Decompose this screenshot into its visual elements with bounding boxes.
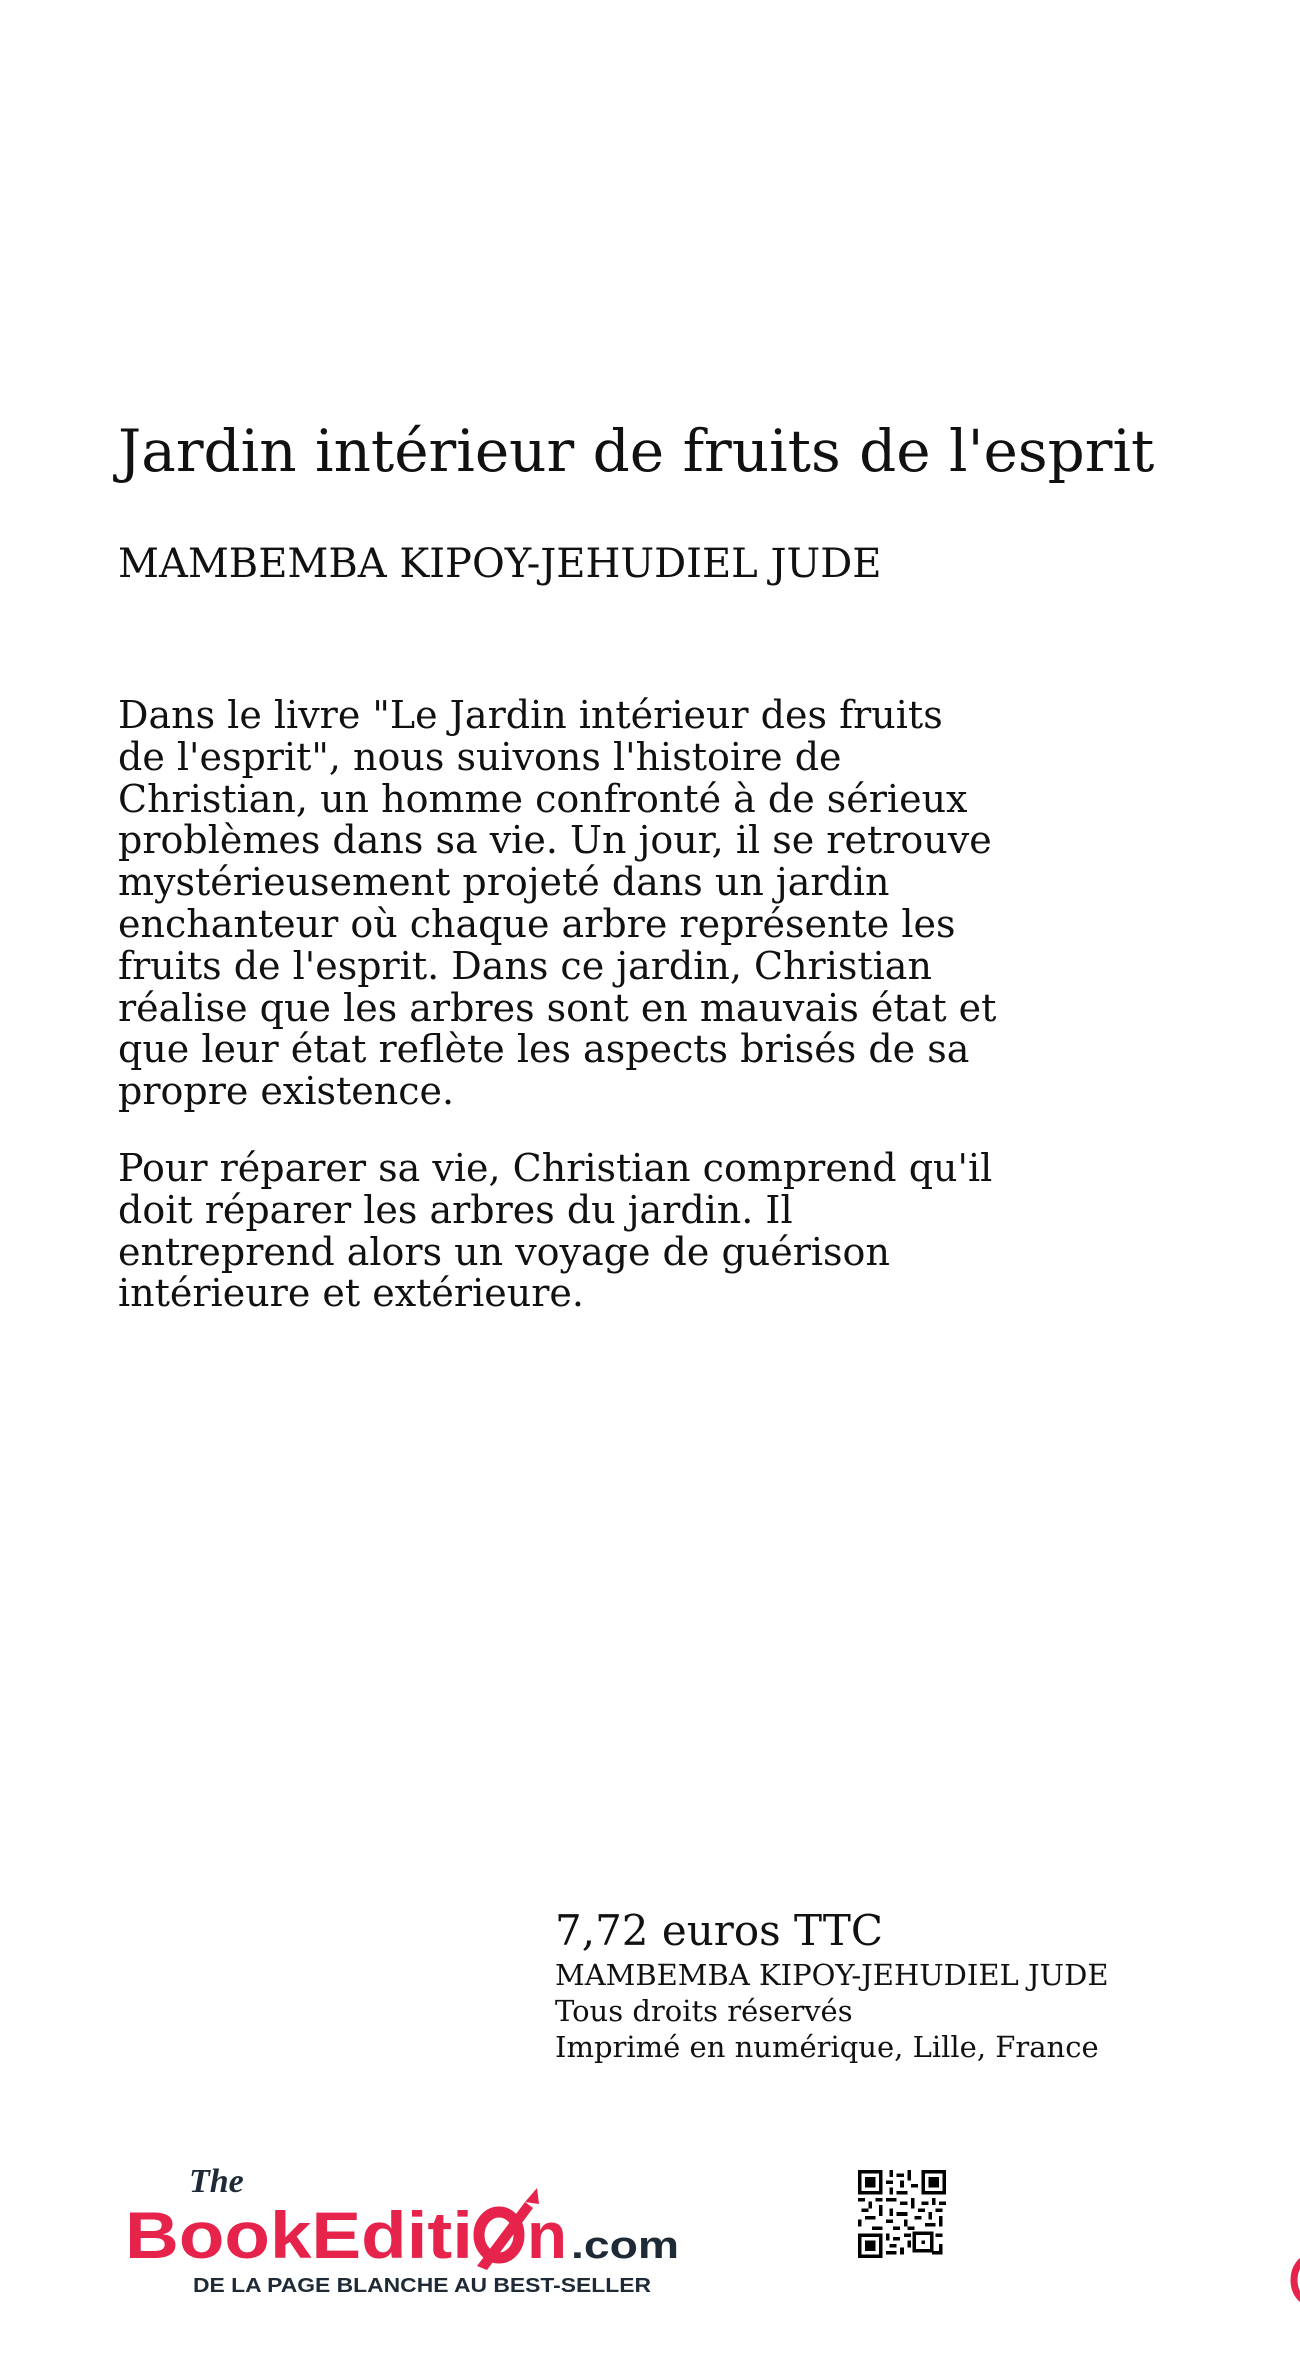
logo-suffix: .com — [571, 2225, 679, 2267]
print-location: Imprimé en numérique, Lille, France — [555, 2030, 1099, 2064]
svg-text:n — [527, 2198, 567, 2272]
publisher-logo — [125, 2158, 705, 2298]
publisher-tagline: DE LA PAGE BLANCHE AU BEST-SELLER — [193, 2275, 652, 2297]
description-paragraph: Pour réparer sa vie, Christian comprend qu'il doit réparer les arbres du jardin. Il entreprend alors un voyage de guérison intérieure et extérieure. — [118, 1145, 993, 1316]
svg-text:.com — [571, 2225, 679, 2267]
qr-code-icon — [858, 2170, 946, 2258]
publication-info — [555, 1905, 1255, 2065]
description-paragraph: Dans le livre "Le Jardin intérieur des fruits de l'esprit", nous suivons l'histoire de Christian, un homme confronté à de sérieux problèmes dans sa vie. Un jour, il se retrouve mystérieusement projeté dans un jardin enchanteur où chaque arbre représente les fruits de l'esprit. Dans ce jardin, Christian réalise que les arbres sont en mauvais état et que leur état reflète les aspects brisés de sa propre existence. — [118, 693, 997, 1114]
logo-wordmark — [125, 2188, 679, 2272]
book-title: Jardin intérieur de fruits de l'esprit — [118, 417, 1155, 485]
price-label: 7,72 euros TTC — [555, 1906, 883, 1955]
book-description — [118, 695, 998, 1350]
svg-text:BookEditi — [125, 2198, 473, 2272]
logo-name-part2: n — [527, 2198, 567, 2272]
logo-name-part1: BookEditi — [125, 2198, 473, 2272]
rights-notice: Tous droits réservés — [555, 1994, 853, 2028]
edge-mark-icon — [1288, 2250, 1300, 2310]
publication-author: MAMBEMBA KIPOY-JEHUDIEL JUDE — [555, 1958, 1109, 1992]
book-author: MAMBEMBA KIPOY-JEHUDIEL JUDE — [118, 541, 882, 587]
logo-the-text: The — [189, 2163, 244, 2200]
